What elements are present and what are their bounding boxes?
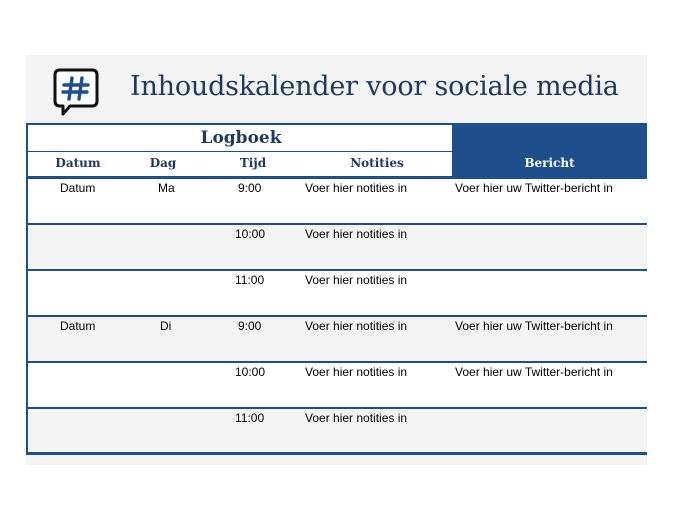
column-header-day[interactable]: Dag [149, 156, 177, 170]
time-cell[interactable]: 9:00 [238, 181, 262, 195]
table-row [26, 225, 647, 271]
hashtag-speech-bubble-icon [52, 67, 100, 117]
table-row [26, 179, 647, 225]
column-header-time[interactable]: Tijd [239, 156, 267, 170]
message-cell[interactable]: Voer hier uw Twitter-bericht in [455, 365, 613, 379]
notes-cell[interactable]: Voer hier notities in [305, 319, 408, 333]
date-cell[interactable]: Datum [60, 319, 96, 333]
date-cell[interactable]: Datum [60, 181, 96, 195]
log-rows [26, 179, 647, 455]
logbook-title-cell[interactable] [26, 123, 454, 151]
day-cell[interactable]: Ma [158, 181, 175, 195]
column-header-message[interactable]: Bericht [524, 156, 575, 170]
table-row [26, 363, 647, 409]
message-cell[interactable]: Voer hier uw Twitter-bericht in [455, 181, 613, 195]
table-row [26, 271, 647, 317]
notes-cell[interactable]: Voer hier notities in [305, 273, 408, 287]
notes-cell[interactable]: Voer hier notities in [305, 365, 408, 379]
time-cell[interactable]: 9:00 [238, 319, 262, 333]
column-header-notes[interactable]: Notities [350, 156, 404, 170]
page-title: Inhoudskalender voor sociale media [130, 71, 619, 102]
message-header-band [452, 123, 647, 151]
day-cell[interactable]: Di [160, 319, 172, 333]
logbook-title: Logboek [200, 128, 282, 148]
time-cell[interactable]: 10:00 [235, 227, 266, 241]
notes-cell[interactable]: Voer hier notities in [305, 411, 408, 425]
column-header-row [26, 151, 647, 179]
log-table [26, 123, 647, 455]
header [26, 55, 647, 123]
table-row [26, 317, 647, 363]
table-row [26, 409, 647, 455]
notes-cell[interactable]: Voer hier notities in [305, 227, 408, 241]
calendar-sheet [26, 55, 647, 465]
time-cell[interactable]: 11:00 [235, 273, 265, 287]
time-cell[interactable]: 11:00 [235, 411, 265, 425]
column-header-date[interactable]: Datum [55, 156, 101, 170]
notes-cell[interactable]: Voer hier notities in [305, 181, 408, 195]
time-cell[interactable]: 10:00 [235, 365, 266, 379]
message-cell[interactable]: Voer hier uw Twitter-bericht in [455, 319, 613, 333]
logbook-bar [26, 123, 647, 151]
